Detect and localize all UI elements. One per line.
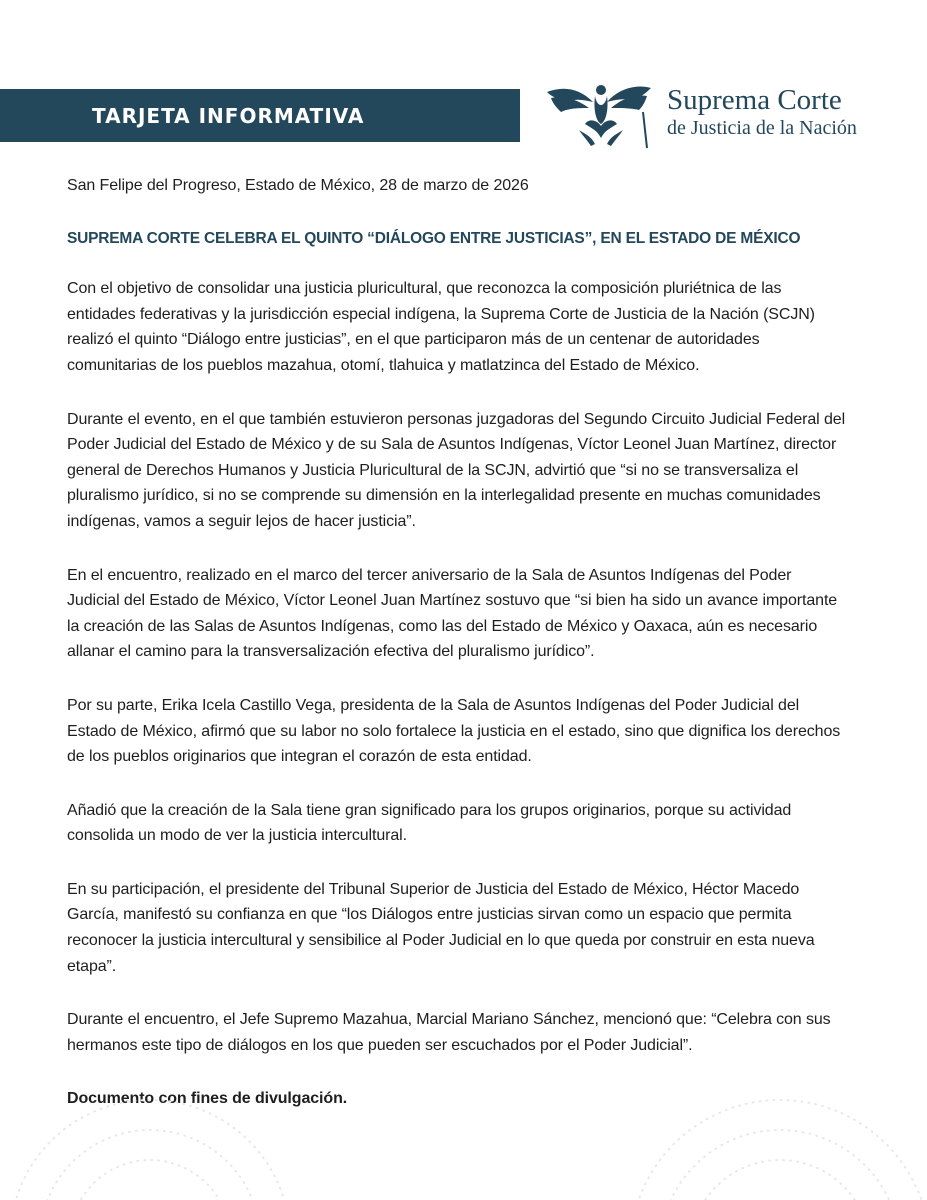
body-paragraph: Durante el encuentro, el Jefe Supremo Mazahua, Marcial Mariano Sánchez, mencionó que: “Celebra con sus hermanos este tipo de diálogos en los que pueden ser escuchados por el Poder Judicial”.: [67, 1011, 831, 1054]
scjn-logo: [545, 78, 855, 150]
body-paragraph: En el encuentro, realizado en el marco del tercer aniversario de la Sala de Asuntos Indígenas del Poder Judicial del Estado de México, Víctor Leonel Juan Martínez sostuvo que “si bien ha sido un avance importante la creación de las Salas de Asuntos Indígenas, como las del Estado de México y Oaxaca, aún es necesario allanar el camino para la transversalización efectiva del pluralismo jurídico”.: [67, 566, 838, 661]
body-paragraph: En su participación, el presidente del Tribunal Superior de Justicia del Estado de México, Héctor Macedo García, manifestó su confianza en que “los Diálogos entre justicias sirvan como un espacio que permita reconocer la justicia intercultural y sensibilice al Poder Judicial en lo que queda por construir en esta nueva etapa”.: [67, 880, 815, 975]
body-paragraph: Añadió que la creación de la Sala tiene gran significado para los grupos originarios, porque su actividad consolida un modo de ver la justicia intercultural.: [67, 801, 792, 845]
banner-label: TARJETA INFORMATIVA: [92, 103, 365, 128]
logo-title: Suprema Corte: [667, 84, 842, 116]
logo-subtitle: de Justicia de la Nación: [667, 117, 857, 139]
body-paragraph: Con el objetivo de consolidar una justicia pluricultural, que reconozca la composición pluriétnica de las entidades federativas y la jurisdicción especial indígena, la Suprema Corte de Justicia de la Nación (SCJN) realizó el quinto “Diálogo entre justicias”, en el que participaron más de un centenar de autoridades comunitarias de los pueblos mazahua, otomí, tlahuica y matlatzinca del Estado de México.: [67, 280, 815, 374]
document-type-banner: [0, 89, 520, 142]
decorative-dot-pattern: [0, 980, 927, 1200]
dateline: San Felipe del Progreso, Estado de México, 28 de marzo de 2026: [67, 177, 529, 194]
body-paragraph: Durante el evento, en el que también estuvieron personas juzgadoras del Segundo Circuito Judicial Federal del Poder Judicial del Estado de México y de su Sala de Asuntos Indígenas, Víctor Leonel Juan Martínez, director general de Derechos Humanos y Justicia Pluricultural de la SCJN, advirtió que “si no se transversaliza el pluralismo jurídico, si no se comprende su dimensión en la interlegalidad presente en muchas comunidades indígenas, vamos a seguir lejos de hacer justicia”.: [67, 410, 846, 530]
footer-note: Documento con fines de divulgación.: [67, 1090, 348, 1108]
headline: SUPREMA CORTE CELEBRA EL QUINTO “DIÁLOGO ENTRE JUSTICIAS”, EN EL ESTADO DE MÉXICO: [67, 229, 801, 247]
eagle-emblem-icon: [545, 78, 657, 150]
body-paragraph: Por su parte, Erika Icela Castillo Vega, presidenta de la Sala de Asuntos Indígenas del Poder Judicial del Estado de México, afirmó que su labor no solo fortalece la justicia en el estado, sino que dignifica los derechos de los pueblos originarios que integran el corazón de esta entidad.: [67, 696, 841, 766]
